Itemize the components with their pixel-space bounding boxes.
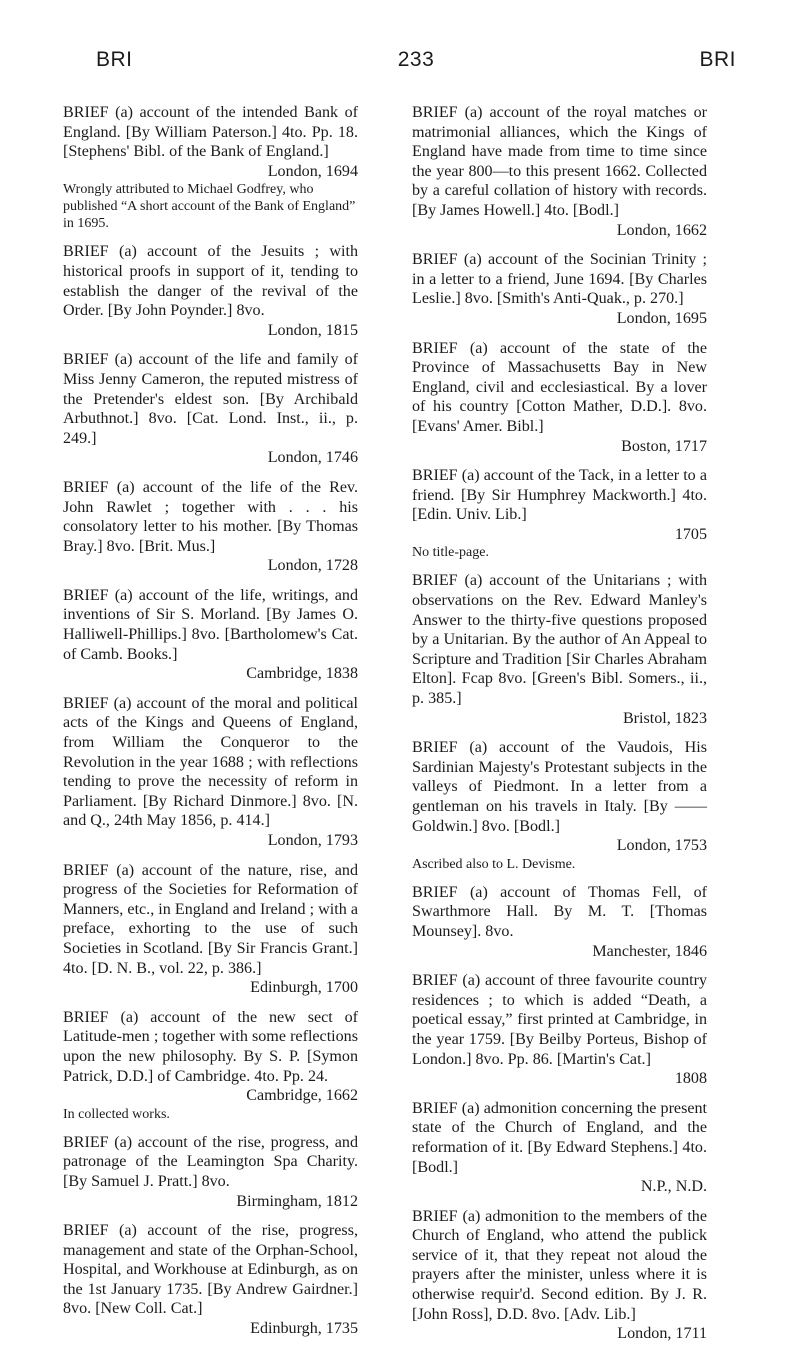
entry-imprint: N.P., N.D. [640,1178,707,1196]
entry-text: BRIEF (a) account of the Unitarians ; with observations on the Rev. Edward Manley's Answer to the thirty-five questions proposed by a Unitarian. By the author of An Appeal to Scripture and Tradition [Sir Charles Abraham Elton]. Fcap 8vo. [Green's Bibl. Somers., ii., p. 385.] [412,572,707,708]
entry-imprint: London, 1815 [267,321,358,339]
entry-imprint: 1705 [674,525,707,543]
header-right-guideword: BRI [699,48,736,71]
entry-imprint: London, 1711 [617,1325,707,1343]
entry-text: BRIEF (a) account of the life of the Rev. John Rawlet ; together with . . . his consolatory letter to his mother. [By Thomas Bray.] 8vo. [Brit. Mus.] [63,478,358,555]
bibliography-entry [412,250,707,328]
entry-note: Wrongly attributed to Michael Godfrey, who published “A short account of the Bank of England” in 1695. [63,182,356,232]
bibliography-entry [412,571,707,728]
entry-text: BRIEF (a) account of the moral and political acts of the Kings and Queens of England, from William the Conqueror to the Revolution in the year 1688 ; with reflections tending to prove the necessity of reform in Parliament. [By Richard Dinmore.] 8vo. [N. and Q., 24th May 1856, p. 414.] [63,694,358,830]
entry-text: BRIEF (a) account of the rise, progress, and patronage of the Leamington Spa Charity. [By Samuel J. Pratt.] 8vo. [63,1133,358,1190]
entry-text: BRIEF (a) account of the life and family of Miss Jenny Cameron, the reputed mistress of the Pretender's eldest son. [By Archibald Arbuthnot.] 8vo. [Cat. Lond. Inst., ii., p. 249.] [63,351,358,447]
bibliography-entry [63,1221,358,1339]
entry-text: BRIEF (a) account of the life, writings, and inventions of Sir S. Morland. [By James O. Halliwell-Phillips.] 8vo. [Bartholomew's Cat. of Camb. Books.] [63,586,358,663]
bibliography-entry [63,586,358,684]
entry-imprint: London, 1753 [616,837,707,855]
bibliography-entry [412,883,707,961]
bibliography-entry [63,350,358,468]
bibliography-entry [412,1207,707,1344]
bibliography-entry [63,861,358,998]
entry-imprint: London, 1793 [267,832,358,849]
entry-imprint: Edinburgh, 1700 [250,979,358,997]
entry-text: BRIEF (a) account of the Tack, in a letter to a friend. [By Sir Humphrey Mackworth.] 4to. [Edin. Univ. Lib.] [412,467,707,524]
entry-imprint: Manchester, 1846 [592,942,707,960]
entry-text: BRIEF (a) account of the Socinian Trinity ; in a letter to a friend, June 1694. [By Charles Leslie.] 8vo. [Smith's Anti-Quak., p. 270.] [412,251,707,308]
entry-imprint: Cambridge, 1838 [246,665,358,683]
entry-text: BRIEF (a) account of the royal matches or matrimonial alliances, which the Kings of England have made from time to time since the year 800—to this present 1662. Collected by a careful collation of history with records. [By James Howell.] 4to. [Bodl.] [412,104,707,219]
left-column [63,103,358,1349]
bibliography-entry [63,242,358,340]
entry-imprint: Edinburgh, 1735 [250,1320,358,1338]
entry-imprint: 1808 [674,1070,707,1088]
header-left-guideword: BRI [96,48,133,71]
bibliography-entry [412,466,707,561]
bibliography-entry [412,1099,707,1197]
entry-text: BRIEF (a) account of the new sect of Latitude-men ; together with some reflections upon the new philosophy. By S. P. [Symon Patrick, D.D.] of Cambridge. 4to. Pp. 24. [63,1008,358,1085]
entry-imprint: London, 1746 [267,449,358,467]
bibliography-entry [412,738,707,873]
bibliography-entry [63,103,358,232]
entry-text: BRIEF (a) account of the intended Bank of England. [By William Paterson.] 4to. Pp. 18. [Stephens' Bibl. of the Bank of England.] [63,104,358,161]
bibliography-entry [412,339,707,457]
entry-text: BRIEF (a) account of the nature, rise, and progress of the Societies for Reformation of Manners, etc., in England and Ireland ; with a preface, exhorting to the use of such Societies in Scotland. [By Sir Francis Grant.] 4to. [D. N. B., vol. 22, p. 386.] [63,861,358,977]
right-column [412,103,707,1354]
entry-imprint: Boston, 1717 [621,437,707,455]
entry-text: BRIEF (a) account of the rise, progress, management and state of the Orphan-School, Hospital, and Workhouse at Edinburgh, as on the 1st January 1735. [By Andrew Gairdner.] 8vo. [New Coll. Cat.] [63,1222,358,1318]
bibliography-entry [412,103,707,240]
entry-imprint: London, 1694 [267,162,358,180]
entry-imprint: London, 1695 [616,309,707,327]
entry-note: Ascribed also to L. Devisme. [412,856,576,872]
entry-text: BRIEF (a) account of Thomas Fell, of Swarthmore Hall. By M. T. [Thomas Mounsey]. 8vo. [412,883,707,940]
entry-text: BRIEF (a) account of the Jesuits ; with historical proofs in support of it, tending to establish the danger of the revival of the Order. [By John Poynder.] 8vo. [63,243,358,320]
entry-text: BRIEF (a) account of three favourite country residences ; to which is added “Death, a poetical essay,” first printed at Cambridge, in the year 1759. [By Beilby Porteus, Bishop of London.] 8vo. Pp. 86. [Martin's Cat.] [412,972,707,1068]
entry-imprint: Birmingham, 1812 [236,1192,358,1210]
entry-text: BRIEF (a) account of the Vaudois, His Sardinian Majesty's Protestant subjects in the valleys of Piedmont. In a letter from a gentleman on his travels in Italy. [By —— Goldwin.] 8vo. [Bodl.] [412,739,707,835]
bibliography-entry [412,971,707,1089]
entry-imprint: London, 1662 [616,221,707,239]
bibliography-entry [63,694,358,851]
entry-imprint: Cambridge, 1662 [246,1087,358,1105]
entry-imprint: London, 1728 [267,557,358,575]
entry-text: BRIEF (a) admonition concerning the present state of the Church of England, and the reformation of it. [By Edward Stephens.] 4to. [Bodl.] [412,1099,707,1176]
running-header [96,48,736,78]
entry-text: BRIEF (a) admonition to the members of the Church of England, who attend the publick service of it, that they repeat not aloud the prayers after the minister, unless where it is otherwise requir'd. Second edition. By J. R. [John Ross], D.D. 8vo. [Adv. Lib.] [412,1207,707,1323]
entry-note: No title-page. [412,545,489,561]
bibliography-entry [63,1008,358,1123]
bibliography-entry [63,478,358,576]
bibliography-entry [63,1133,358,1211]
entry-note: In collected works. [63,1106,170,1122]
page-number: 233 [397,48,435,71]
entry-imprint: Bristol, 1823 [622,709,707,727]
entry-text: BRIEF (a) account of the state of the Province of Massachusetts Bay in New England, civil and ecclesiastical. By a lover of his country [Cotton Mather, D.D.]. 8vo. [Evans' Amer. Bibl.] [412,339,707,435]
